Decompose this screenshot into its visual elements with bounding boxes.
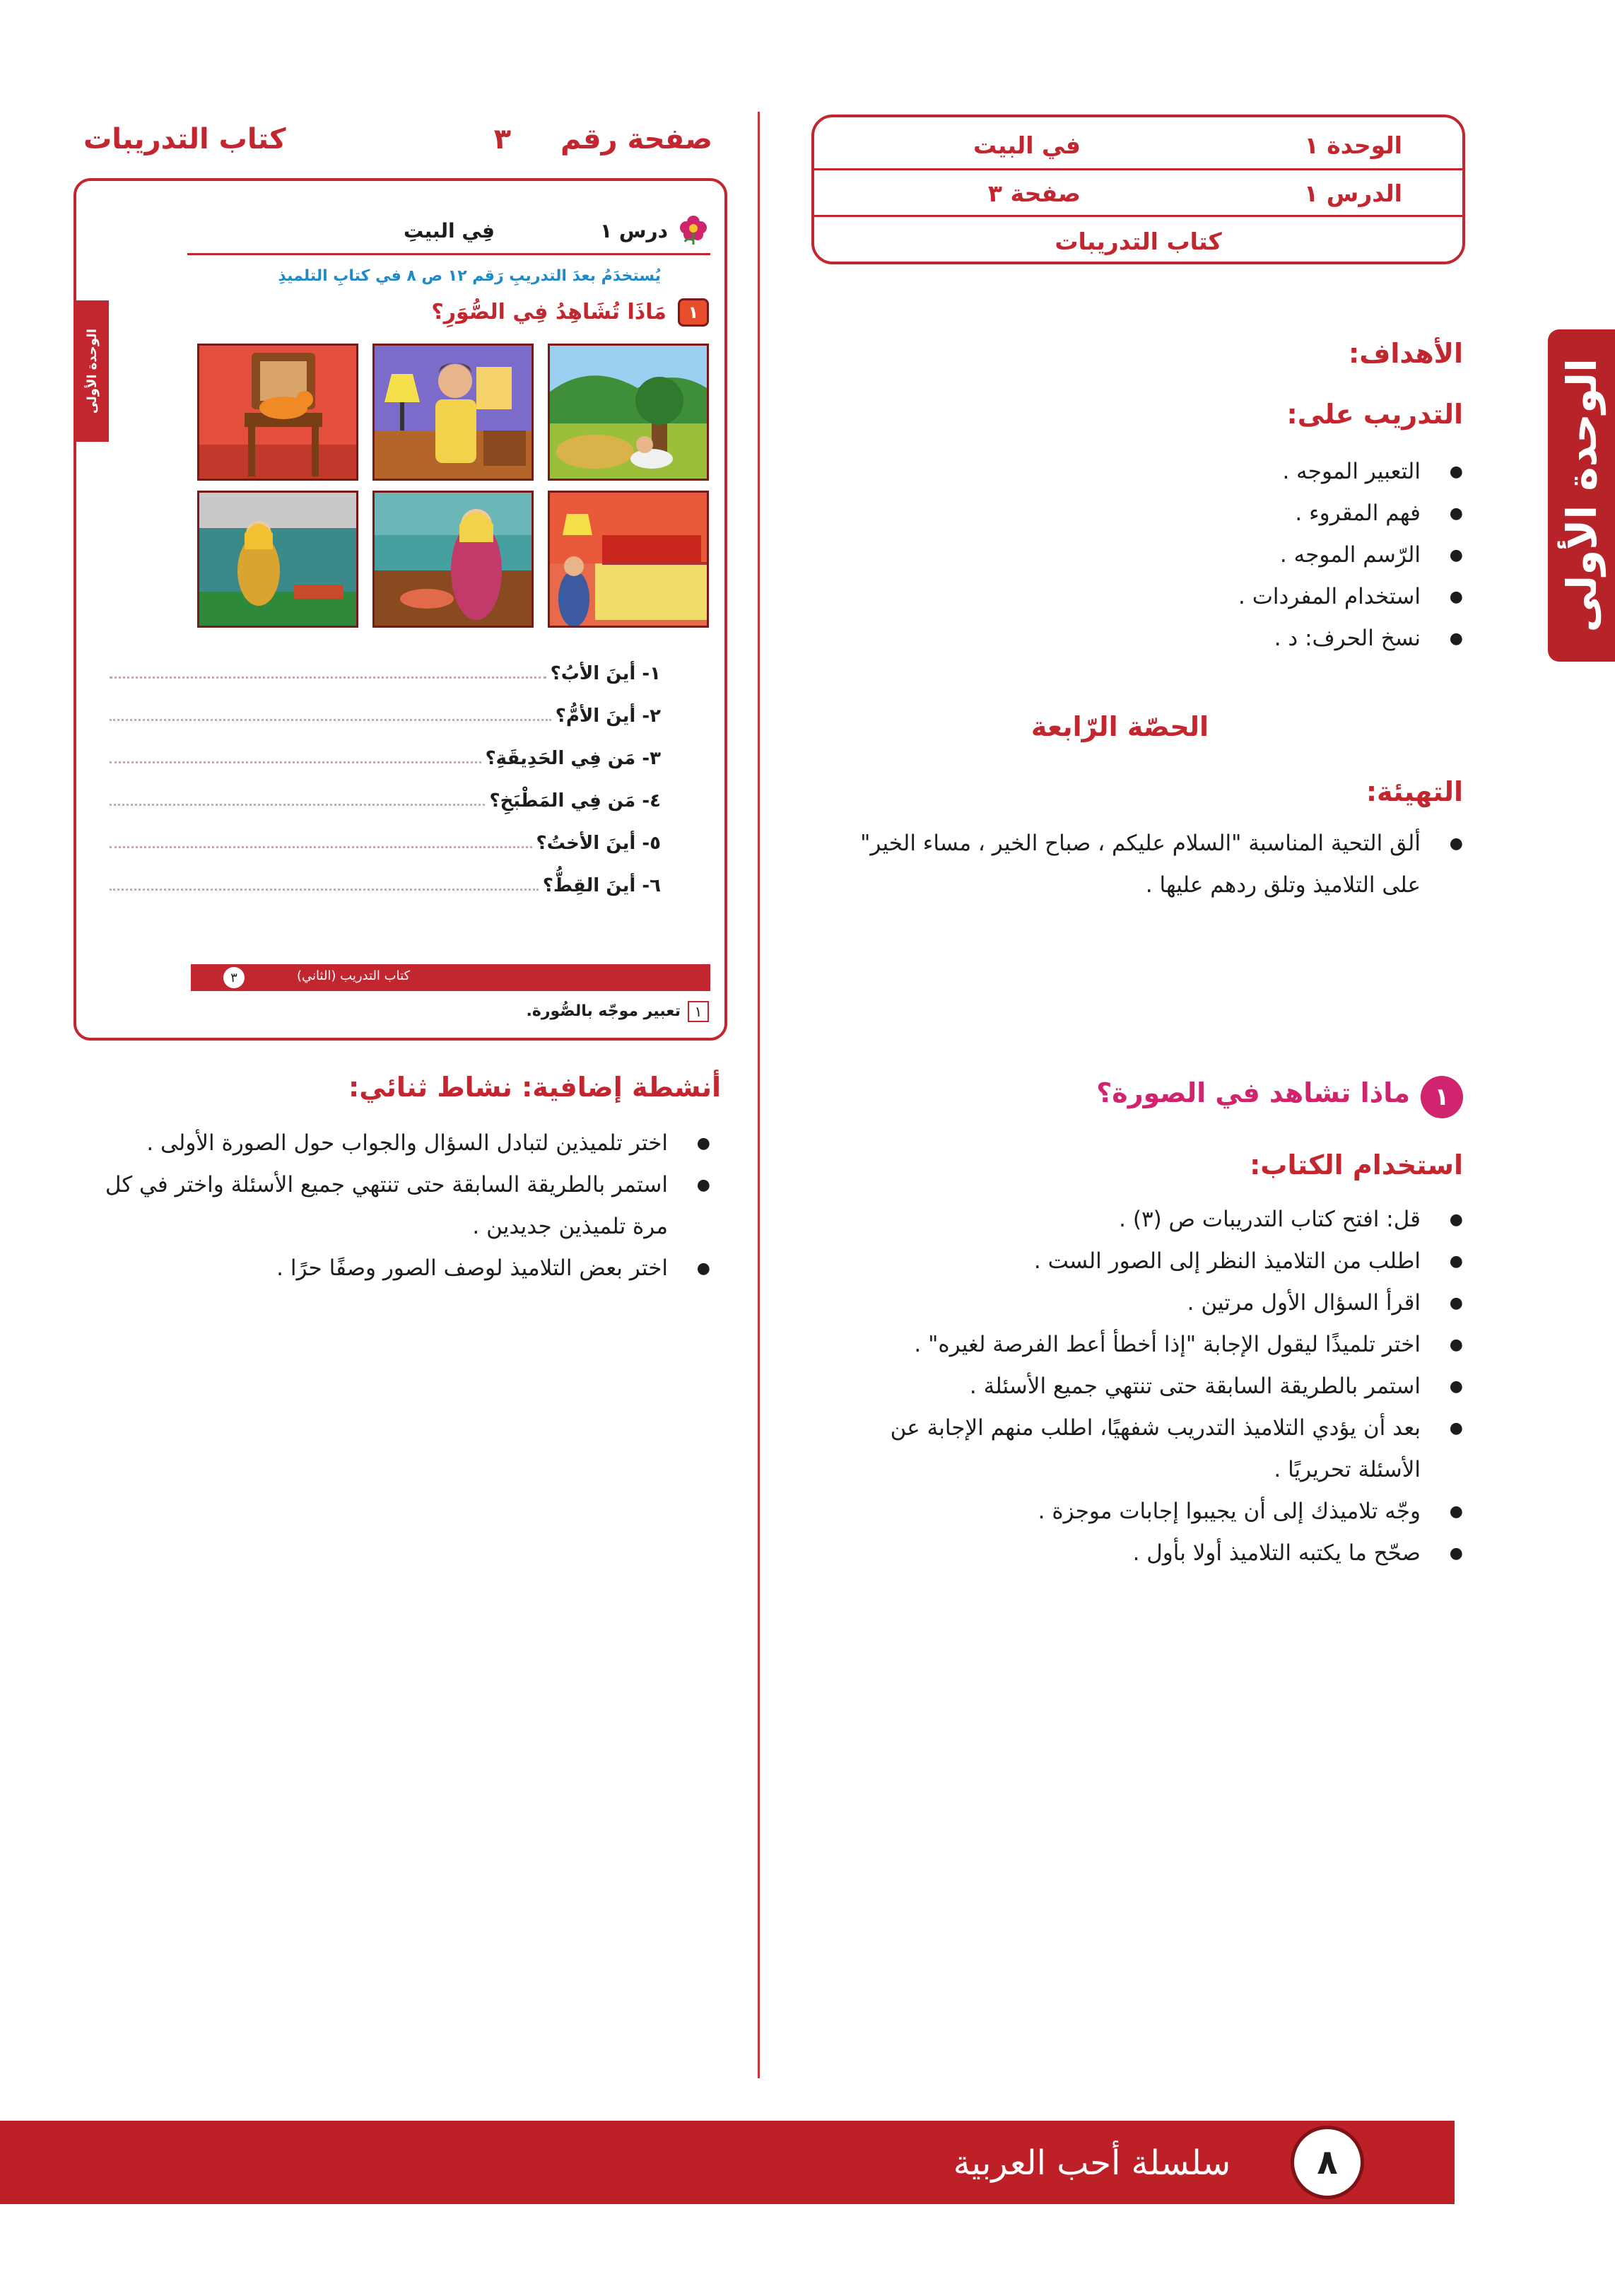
unit-side-tab-label: الوحدة الأولى [1557, 358, 1606, 633]
page-label: صفحة ٣ [987, 180, 1081, 207]
workbook-side-tab-label: الوحدة الأولى [84, 328, 100, 414]
footnote-number: ١ [688, 1001, 709, 1022]
answer-line[interactable] [110, 884, 539, 891]
list-item: ● فهم المقروء . [1039, 493, 1463, 534]
workbook-lesson-number: درس ١ [600, 219, 668, 242]
list-item: ● صحّح ما يكتبه التلاميذ أولا بأول . [841, 1533, 1463, 1574]
extra-activities-list [64, 1123, 710, 1289]
answer-line[interactable] [110, 672, 546, 679]
workbook-footer-book: كتاب التدريب (الثاني) [297, 968, 411, 983]
question-row [110, 649, 661, 684]
list-item: ● الرّسم الموجه . [1039, 534, 1463, 576]
list-item: ● استمر بالطريقة السابقة حتى تنتهي جميع الأسئلة واختر في كل مرة تلميذين جديدين . [64, 1164, 710, 1248]
answer-line[interactable] [110, 799, 485, 806]
footnote-text: تعبير موجّه بالصُّورة. [526, 1002, 681, 1020]
list-item: ● اختر تلميذًا ليقول الإجابة "إذا أخطأ أعط الفرصة لغيره" . [841, 1324, 1463, 1366]
answer-line[interactable] [110, 714, 551, 721]
workbook-book-title: كتاب التدريبات [83, 123, 286, 156]
workbook-footer-strip [191, 964, 710, 991]
workbook-page-frame [74, 178, 727, 1041]
objectives-subheading: التدريب على: [1286, 399, 1463, 430]
info-divider [814, 168, 1462, 170]
page-number: ٨ [1291, 2126, 1364, 2199]
picture-living-room [372, 344, 534, 481]
lesson-label: الدرس ١ [1304, 180, 1402, 207]
list-item: ● نسخ الحرف: د . [1039, 618, 1463, 660]
workbook-footer-page: ٣ [223, 967, 245, 988]
workbook-page-header [83, 120, 712, 170]
workbook-instruction: يُستخدَمُ بعدَ التدريبِ رَقم ١٢ ص ٨ في كتابِ التلميذِ [278, 267, 661, 285]
list-item: ● اختر تلميذين لتبادل السؤال والجواب حول الصورة الأولى . [64, 1123, 710, 1164]
picture-kitchen-girl [197, 491, 358, 628]
picture-kitchen-mother [372, 491, 534, 628]
list-item: ● اطلب من التلاميذ النظر إلى الصور الست . [841, 1241, 1463, 1282]
workbook-side-tab [75, 300, 109, 442]
list-item: ● استمر بالطريقة السابقة حتى تنتهي جميع الأسئلة . [841, 1366, 1463, 1407]
list-item: ● قل: افتح كتاب التدريبات ص (٣) . [841, 1199, 1463, 1241]
series-title: سلسلة أحب العربية [953, 2143, 1231, 2183]
unit-side-tab [1548, 329, 1615, 662]
book-label: كتاب التدريبات [1055, 228, 1222, 255]
workbook-page-title: صفحة رقم [560, 123, 712, 156]
warmup-heading: التهيئة: [1366, 776, 1463, 807]
book-use-list [841, 1199, 1463, 1574]
list-item: ● استخدام المفردات . [1039, 576, 1463, 618]
picture-chair-cat [197, 344, 358, 481]
list-item: ● اختر بعض التلاميذ لوصف الصور وصفًا حرًا . [64, 1248, 710, 1289]
question-text: ٢- أينَ الأمُّ؟ [555, 705, 661, 727]
lesson-info-box [811, 115, 1465, 264]
book-row [814, 219, 1462, 260]
activity-number-badge: ١ [1421, 1076, 1463, 1118]
extra-activities-heading: أنشطة إضافية: نشاط ثنائي: [348, 1072, 721, 1103]
exercise-number-badge: ١ [678, 298, 709, 327]
question-row [110, 819, 661, 854]
objectives-heading: الأهداف: [1349, 338, 1463, 369]
question-row [110, 861, 661, 896]
flower-icon [676, 212, 710, 246]
question-text: ٥- أينَ الأختُ؟ [536, 833, 661, 854]
answer-line[interactable] [110, 756, 481, 763]
exercise-title: مَاذَا تُشَاهِدُ فِي الصُّوَرِ؟ [431, 300, 666, 324]
question-text: ٤- مَن فِي المَطْبَخِ؟ [489, 790, 661, 812]
warmup-list [841, 823, 1463, 906]
objectives-list [1039, 451, 1463, 660]
unit-row [814, 126, 1462, 165]
workbook-lesson-title: فِي البيتِ [403, 219, 495, 242]
question-text: ١- أينَ الأبُ؟ [550, 663, 661, 684]
question-row [110, 691, 661, 727]
answer-line[interactable] [110, 841, 532, 848]
info-divider [814, 215, 1462, 217]
column-divider [758, 112, 760, 2078]
question-text: ٣- مَن فِي الحَدِيقَةِ؟ [485, 748, 661, 769]
picture-garden [548, 344, 709, 481]
session-heading: الحصّة الرّابعة [1030, 711, 1209, 742]
list-item: ● اقرأ السؤال الأول مرتين . [841, 1282, 1463, 1324]
unit-title: في البيت [973, 131, 1081, 159]
list-item: ● وجّه تلاميذك إلى أن يجيبوا إجابات موجزة . [841, 1491, 1463, 1533]
question-text: ٦- أينَ القِطُّ؟ [542, 875, 661, 896]
unit-label: الوحدة ١ [1304, 131, 1402, 159]
question-row [110, 734, 661, 769]
activity-title: ماذا تشاهد في الصورة؟ [1096, 1077, 1410, 1108]
list-item: ● التعبير الموجه . [1039, 451, 1463, 493]
workbook-page-number: ٣ [493, 123, 511, 156]
lesson-rule [187, 253, 710, 255]
book-use-heading: استخدام الكتاب: [1250, 1149, 1463, 1181]
list-item: ● ألق التحية المناسبة "السلام عليكم ، صباح الخير ، مساء الخير" على التلاميذ وتلق ردهم عليها . [841, 823, 1463, 906]
list-item: ● بعد أن يؤدي التلاميذ التدريب شفهيًا، اطلب منهم الإجابة عن الأسئلة تحريريًا . [841, 1407, 1463, 1491]
lesson-row [814, 172, 1462, 213]
question-row [110, 776, 661, 812]
picture-bedroom [548, 491, 709, 628]
